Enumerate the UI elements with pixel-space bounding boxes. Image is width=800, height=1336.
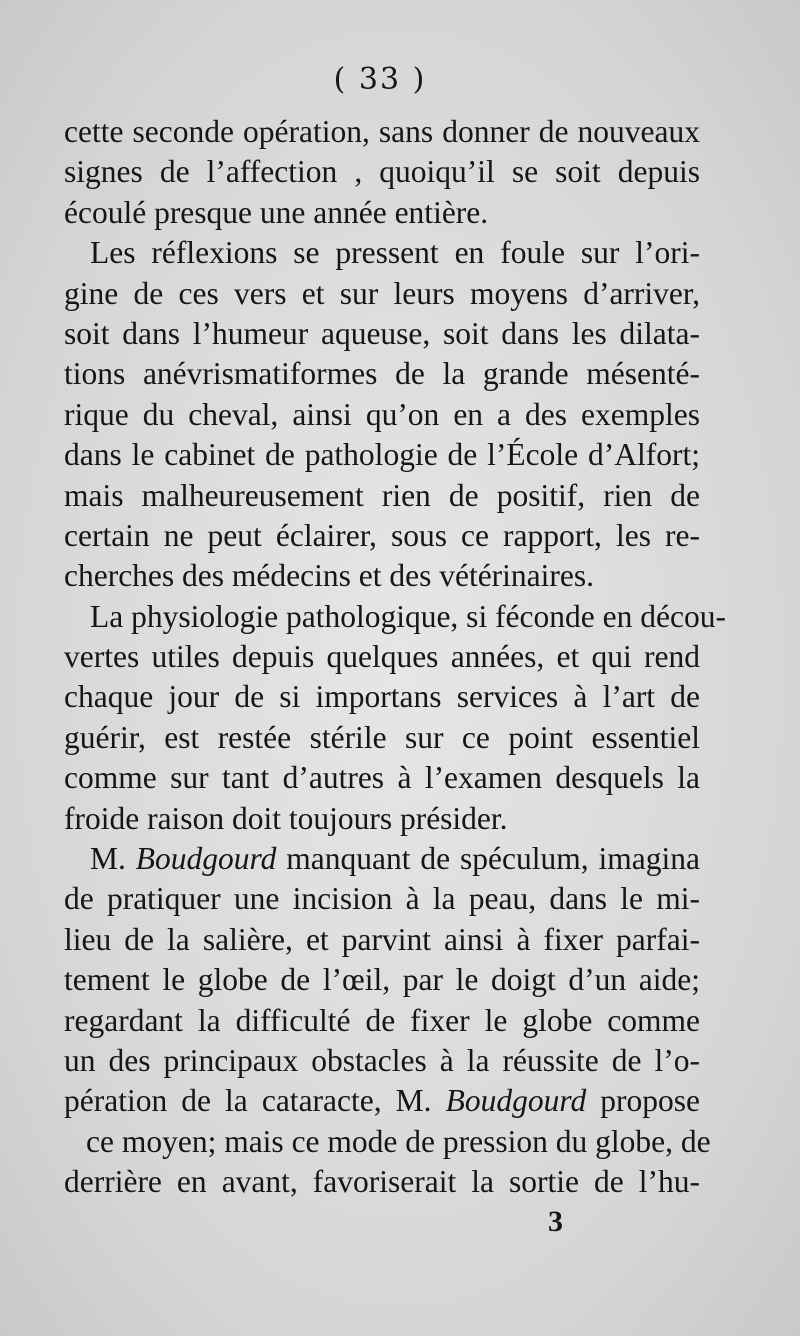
text-line: gine de ces vers et sur leurs moyens d’arriver, xyxy=(64,275,700,311)
text-line xyxy=(64,1081,700,1121)
text-line: tions anévrismatiformes de la grande mésenté- xyxy=(64,356,700,392)
text-line: de pratiquer une incision à la peau, dans le mi- xyxy=(64,881,700,917)
body-text xyxy=(64,112,726,1203)
text-line: vertes utiles depuis quelques années, et qui rend xyxy=(64,639,700,675)
text-run: propose xyxy=(586,1083,700,1119)
text-line: mais malheureusement rien de positif, rien de xyxy=(64,477,700,513)
text-line: ce moyen; mais ce mode de pression du globe, de xyxy=(86,1123,711,1159)
text-line: signes de l’affection , quoiqu’il se soit depuis xyxy=(64,154,700,190)
text-line: dans le cabinet de pathologie de l’École d’Alfort; xyxy=(64,437,700,473)
text-line: guérir, est restée stérile sur ce point essentiel xyxy=(64,719,700,755)
text-line: froide raison doit toujours présider. xyxy=(64,800,508,836)
author-name: Boudgourd xyxy=(135,841,277,877)
text-line: cherches des médecins et des vétérinaires. xyxy=(64,558,595,594)
text-line: derrière en avant, favoriserait la sortie de l’hu- xyxy=(64,1164,700,1200)
text-line: comme sur tant d’autres à l’examen desquels la xyxy=(64,760,700,796)
text-line: lieu de la salière, et parvint ainsi à fixer parfai- xyxy=(64,921,700,957)
text-line: cette seconde opération, sans donner de nouveaux xyxy=(64,114,700,149)
text-line: regardant la difficulté de fixer le globe comme xyxy=(64,1002,700,1038)
text-line: tement le globe de l’œil, par le doigt d’un aide; xyxy=(64,962,700,998)
text-line xyxy=(64,839,700,879)
author-name: Boudgourd xyxy=(445,1083,587,1119)
text-line: un des principaux obstacles à la réussite de l’o- xyxy=(64,1042,700,1078)
text-line: Les réflexions se pressent en foule sur l’ori- xyxy=(90,235,700,271)
text-line: chaque jour de si importans services à l’art de xyxy=(64,679,700,715)
page-number: ( 33 ) xyxy=(333,62,427,97)
text-line: certain ne peut éclairer, sous ce rapport, les re- xyxy=(64,517,700,553)
text-line: La physiologie pathologique, si féconde en décou- xyxy=(90,598,726,634)
text-run: M. xyxy=(90,841,136,877)
signature-mark: 3 xyxy=(548,1205,563,1238)
text-run: pération de la cataracte, M. xyxy=(64,1083,446,1119)
text-line: rique du cheval, ainsi qu’on en a des exemples xyxy=(64,396,700,432)
text-run: manquant de spéculum, imagina xyxy=(276,841,701,877)
text-line: écoulé presque une année entière. xyxy=(64,194,489,230)
text-line: soit dans l’humeur aqueuse, soit dans les dilata- xyxy=(64,315,700,351)
